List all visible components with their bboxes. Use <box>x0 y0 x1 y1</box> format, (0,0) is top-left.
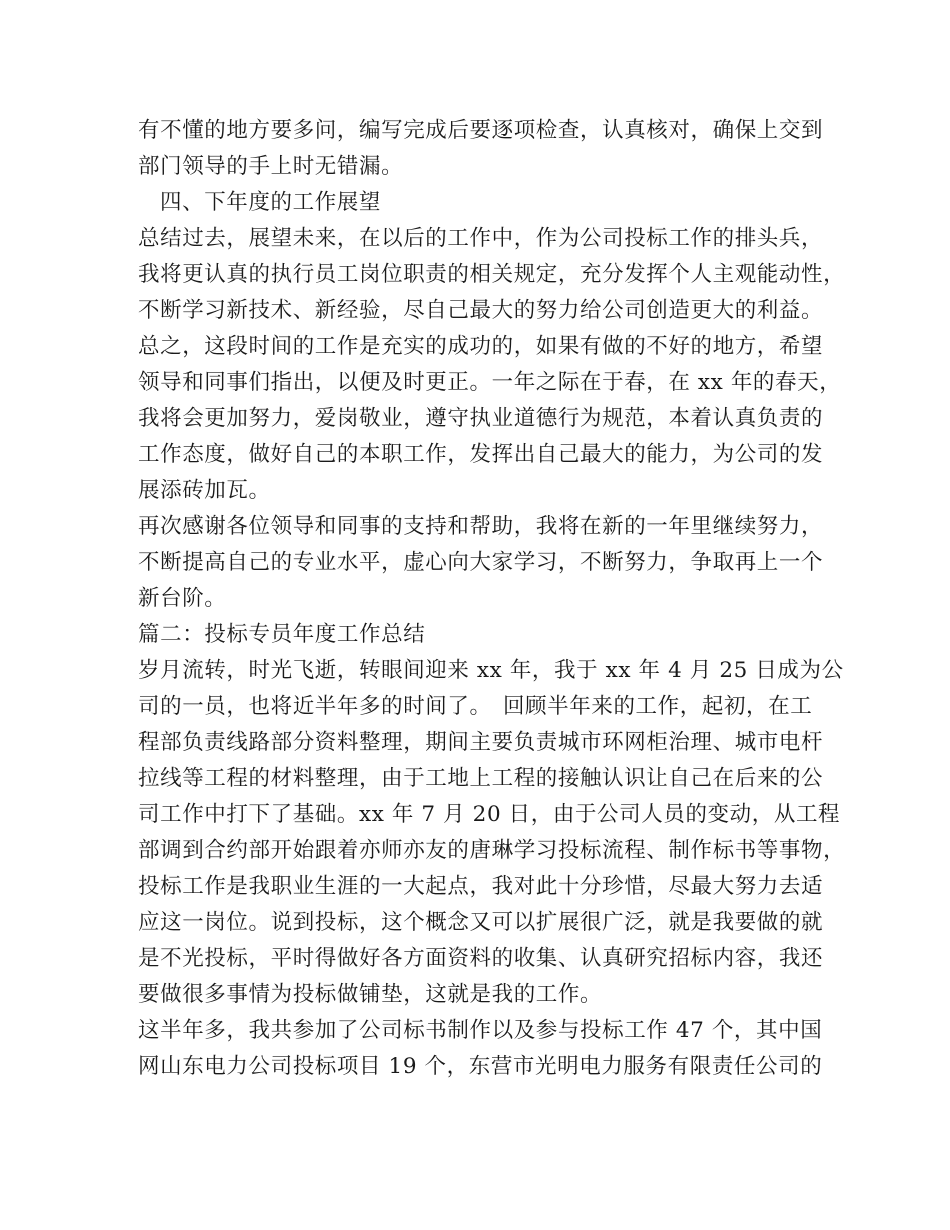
text-line: 是不光投标，平时得做好各方面资料的收集、认真研究招标内容，我还 <box>138 946 824 971</box>
text-line: 总结过去，展望未来，在以后的工作中，作为公司投标工作的排头兵， <box>138 226 824 251</box>
text-line: 不断提高自己的专业水平，虚心向大家学习，不断努力，争取再上一个 <box>138 550 824 575</box>
text-line: 这半年多，我共参加了公司标书制作以及参与投标工作 47 个，其中国 <box>138 1018 823 1043</box>
document-body <box>138 113 846 1085</box>
chapter-heading: 篇二：投标专员年度工作总结 <box>138 622 426 647</box>
text-line: 要做很多事情为投标做铺垫，这就是我的工作。 <box>138 982 603 1007</box>
text-line: 再次感谢各位领导和同事的支持和帮助，我将在新的一年里继续努力， <box>138 514 824 539</box>
text-line: 新台阶。 <box>138 586 227 611</box>
text-line: 展添砖加瓦。 <box>138 478 271 503</box>
text-line: 总之，这段时间的工作是充实的成功的，如果有做的不好的地方，希望 <box>138 334 824 359</box>
text-line: 拉线等工程的材料整理，由于工地上工程的接触认识让自己在后来的公 <box>138 766 824 791</box>
text-line: 投标工作是我职业生涯的一大起点，我对此十分珍惜，尽最大努力去适 <box>138 874 824 899</box>
text-line: 岁月流转，时光飞逝，转眼间迎来 xx 年，我于 xx 年 4 月 25 日成为公 <box>138 658 844 683</box>
text-line: 工作态度，做好自己的本职工作，发挥出自己最大的能力，为公司的发 <box>138 442 824 467</box>
text-line: 司的一员，也将近半年多的时间了。 回顾半年来的工作，起初，在工 <box>138 694 813 719</box>
text-line: 领导和同事们指出，以便及时更正。一年之际在于春，在 xx 年的春天， <box>138 370 842 395</box>
text-line: 我将会更加努力，爱岗敬业，遵守执业道德行为规范，本着认真负责的 <box>138 406 824 431</box>
text-line: 网山东电力公司投标项目 19 个，东营市光明电力服务有限责任公司的 <box>138 1054 823 1079</box>
text-line: 部调到合约部开始跟着亦师亦友的唐琳学习投标流程、制作标书等事物， <box>138 838 846 863</box>
text-line: 应这一岗位。说到投标，这个概念又可以扩展很广泛，就是我要做的就 <box>138 910 824 935</box>
text-line: 有不懂的地方要多问，编写完成后要逐项检查，认真核对，确保上交到 <box>138 118 824 143</box>
text-line: 程部负责线路部分资料整理，期间主要负责城市环网柜治理、城市电杆 <box>138 730 824 755</box>
text-line: 我将更认真的执行员工岗位职责的相关规定，充分发挥个人主观能动性， <box>138 262 846 287</box>
text-line: 部门领导的手上时无错漏。 <box>138 154 404 179</box>
section-heading: 四、下年度的工作展望 <box>160 190 382 215</box>
text-line: 司工作中打下了基础。xx 年 7 月 20 日，由于公司人员的变动，从工程 <box>138 802 841 827</box>
text-line: 不断学习新技术、新经验，尽自己最大的努力给公司创造更大的利益。 <box>138 298 824 323</box>
